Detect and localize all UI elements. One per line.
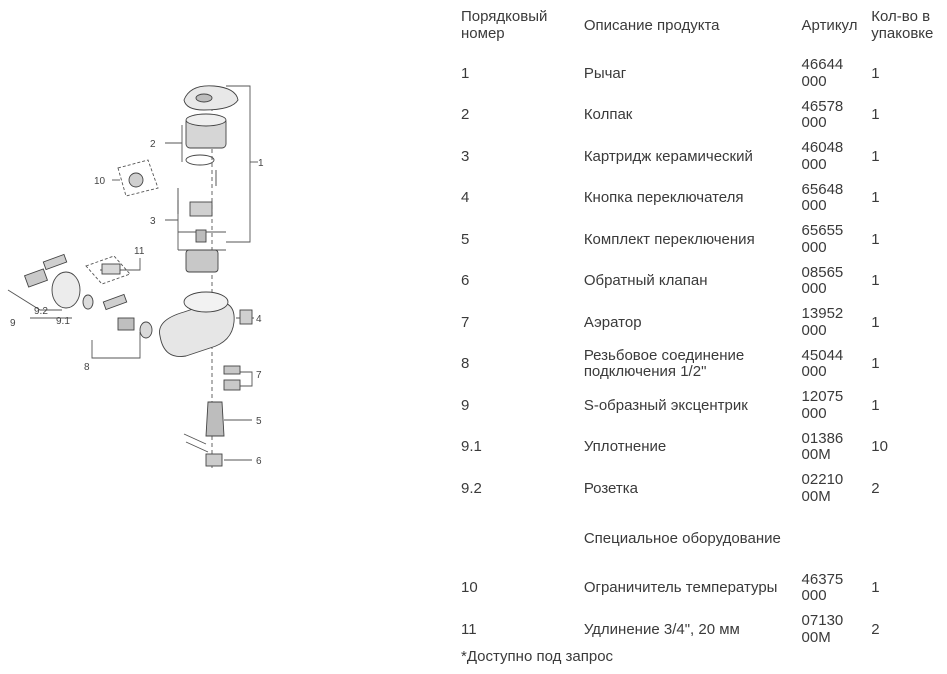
section-title: Специальное оборудование — [583, 530, 781, 548]
cell-description: Аэратор — [583, 313, 642, 331]
lever-part — [184, 86, 238, 110]
main-rows — [455, 53, 945, 510]
callout-7: 7 — [256, 370, 262, 381]
exploded-parts-diagram — [0, 0, 452, 674]
table-row — [455, 385, 945, 427]
cell-quantity: 1 — [871, 313, 880, 331]
header-article: Артикул — [801, 17, 858, 34]
cell-article: 12075 000 — [801, 388, 844, 422]
cap-part — [186, 114, 226, 165]
table-row — [455, 302, 945, 344]
table-header — [455, 7, 945, 53]
callout-5: 5 — [256, 416, 262, 427]
cell-description: Картридж керамический — [583, 147, 753, 165]
section-row — [455, 520, 945, 560]
callout-8: 8 — [84, 362, 90, 373]
cell-quantity: 1 — [871, 230, 880, 248]
callout-9: 9 — [10, 318, 16, 329]
spacer — [455, 560, 945, 568]
cell-description: Обратный клапан — [583, 272, 708, 289]
cell-description: Кнопка переключателя — [583, 189, 744, 206]
parts-table — [455, 7, 945, 651]
table-row — [455, 53, 945, 95]
cell-article: 08565 000 — [801, 263, 844, 298]
cell-article: 07130 00M — [801, 612, 844, 646]
cell-article: 45044 000 — [801, 346, 844, 381]
callout-3: 3 — [150, 216, 156, 227]
cell-description: Резьбовое соединение подключения 1/2" — [583, 346, 745, 381]
cell-quantity: 1 — [871, 272, 880, 289]
cell-article: 65655 000 — [801, 222, 844, 256]
cell-number: 2 — [461, 106, 470, 123]
cell-number: 6 — [461, 272, 470, 289]
header-number: Порядковый номер — [461, 8, 548, 42]
cell-article: 01386 00M — [801, 429, 844, 464]
cell-article: 13952 000 — [801, 305, 844, 339]
cell-number: 11 — [461, 620, 477, 638]
cell-number: 10 — [461, 579, 478, 596]
cell-quantity: 1 — [871, 579, 880, 596]
table-row — [455, 261, 945, 303]
cell-quantity: 2 — [871, 479, 880, 497]
table-row — [455, 427, 945, 469]
special-rows — [455, 568, 945, 651]
cell-quantity: 1 — [871, 189, 880, 206]
cell-article: 02210 00M — [801, 471, 844, 505]
header-quantity: Кол-во в упаковке — [871, 8, 934, 42]
callout-9-2: 9.2 — [34, 306, 48, 317]
table-row — [455, 136, 945, 178]
cell-article: 46644 000 — [801, 56, 844, 90]
cell-quantity: 10 — [871, 438, 888, 455]
cell-description: Удлинение 3/4", 20 мм — [583, 620, 740, 638]
cell-article: 65648 000 — [801, 180, 844, 215]
table-row — [455, 344, 945, 386]
callout-6: 6 — [256, 456, 262, 467]
cell-quantity: 2 — [871, 620, 880, 638]
callout-1: 1 — [258, 158, 264, 169]
callout-2: 2 — [150, 139, 156, 150]
cell-number: 8 — [461, 355, 470, 372]
cell-number: 9.1 — [461, 438, 482, 455]
cell-number: 9 — [461, 396, 470, 414]
cell-description: Уплотнение — [583, 438, 667, 455]
cell-article: 46375 000 — [801, 570, 844, 605]
header-description: Описание продукта — [583, 17, 720, 34]
spacer — [455, 510, 945, 520]
callout-11: 11 — [134, 246, 145, 257]
cell-number: 5 — [461, 230, 470, 248]
table-row — [455, 468, 945, 510]
cell-quantity: 1 — [871, 355, 880, 372]
cell-number: 3 — [461, 147, 470, 165]
cell-description: Комплект переключения — [583, 230, 755, 248]
callout-4: 4 — [256, 314, 262, 325]
cell-article: 46578 000 — [801, 97, 844, 132]
cell-number: 9.2 — [461, 479, 482, 497]
table-row — [455, 568, 945, 610]
cell-quantity: 1 — [871, 106, 880, 123]
cell-description: S-образный эксцентрик — [583, 396, 748, 414]
cell-description: Колпак — [583, 106, 633, 123]
cell-number: 1 — [461, 64, 470, 82]
cell-description: Розетка — [583, 479, 638, 497]
section-empty — [455, 520, 580, 560]
mixer-body-part — [160, 292, 253, 357]
cell-quantity: 1 — [871, 147, 880, 165]
cell-article: 46048 000 — [801, 139, 844, 173]
footnote: *Доступно под запрос — [461, 648, 614, 665]
table-row — [455, 178, 945, 220]
table-row — [455, 95, 945, 137]
cell-description: Ограничитель температуры — [583, 579, 778, 596]
cell-quantity: 1 — [871, 64, 880, 82]
cell-quantity: 1 — [871, 396, 880, 414]
eccentric-parts — [25, 269, 152, 338]
cell-description: Рычаг — [583, 64, 627, 82]
cell-number: 7 — [461, 313, 470, 331]
table-row — [455, 219, 945, 261]
temperature-limiter-part — [118, 160, 158, 196]
callout-10: 10 — [94, 176, 106, 187]
cell-number: 4 — [461, 189, 470, 206]
callout-9-1: 9.1 — [56, 316, 70, 327]
table-row — [455, 609, 945, 651]
